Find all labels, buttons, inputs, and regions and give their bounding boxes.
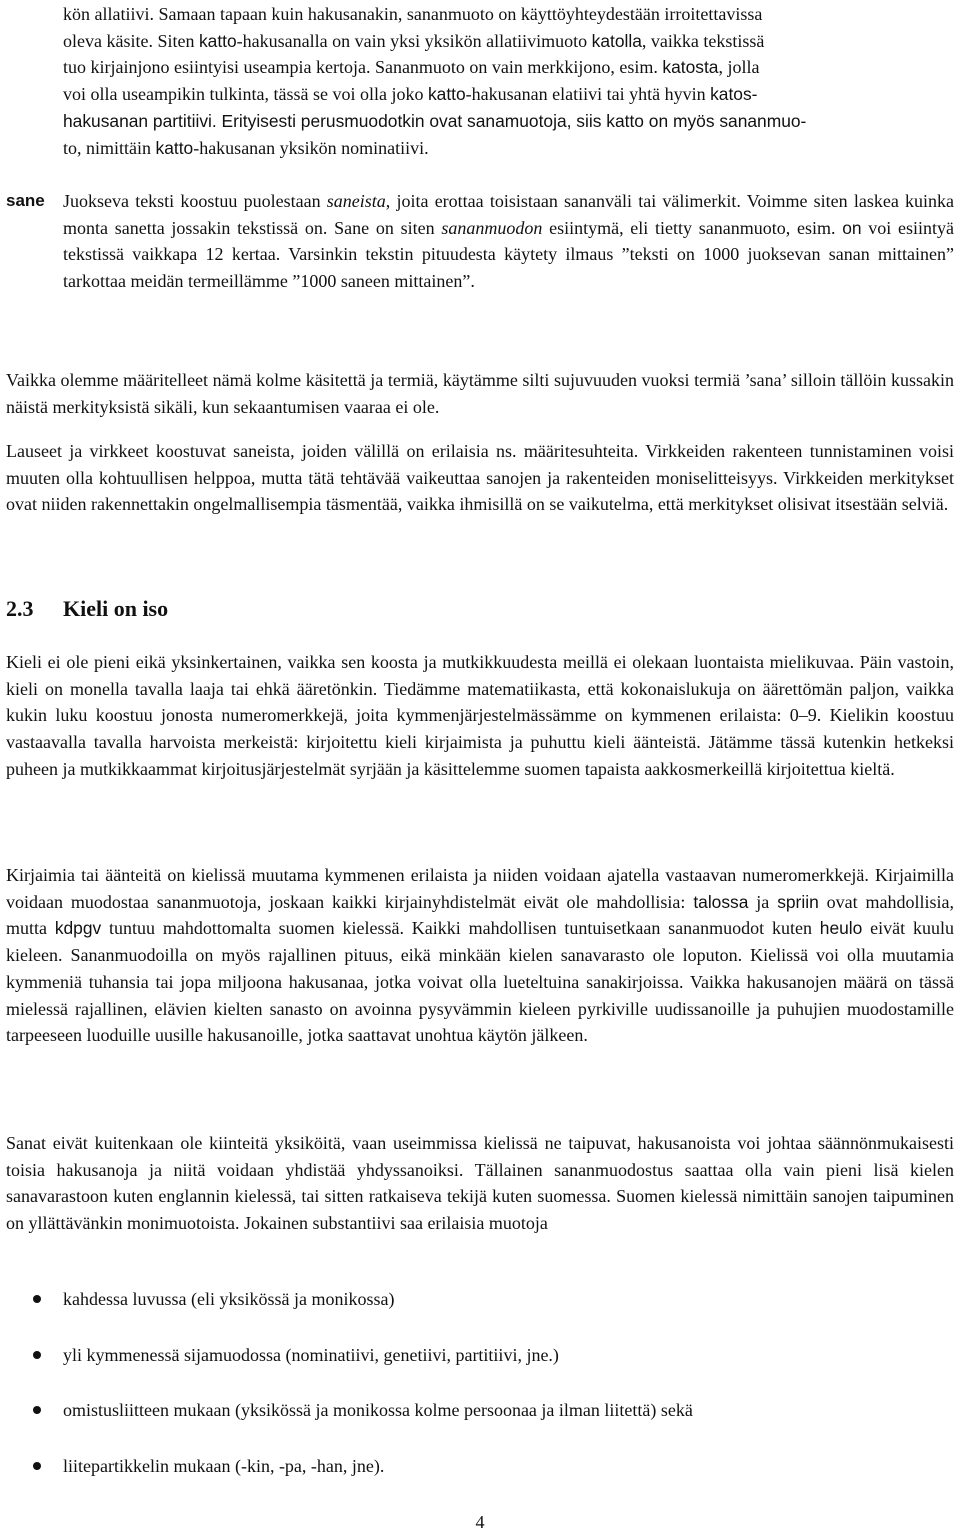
paragraph-block [6, 1130, 954, 1237]
section-number: 2.3 [6, 596, 34, 621]
text-span: to, nimittäin [63, 137, 156, 158]
term-label: sane [6, 191, 45, 210]
example-word: kdpgv [54, 918, 102, 939]
paragraph-text: Vaikka olemme määritelleet nämä kolme käsitettä ja termiä, käytämme silti sujuvuuden vuoksi termiä ’sana’ silloin tällöin kussakin näistä merkityksistä sikäli, kun sekaantumisen vaaraa ei ole. [6, 370, 954, 417]
example-word: katto [427, 84, 466, 105]
text-span: voi esiintyä tekstissä vaikkapa 12 kertaa. Varsinkin tekstin pituudesta käytety ilmaus ”teksti on 1000 juoksevan sanan mittainen” tarkottaa meidän termeillämme ”1000 saneen mittainen”. [63, 217, 955, 292]
text-span: eivät kuulu kieleen. Sananmuodoilla on myös rajallinen pituus, eikä minkään kielen sanavarasto ole loputon. Kielissä voi olla muutamia kymmeniä tuhansia tai jopa miljoona hakusanaa, jotka voivat olla lueteltuina sanakirjoissa. Vaikka hakusanojen määrä on tässä mielessä rajallinen, elävien kielten sanasto on avoinna pysyvämmin kieleen pyrkiville uudissanoille ja puhujien muodostamille tarpeeseen luoduille uusille hakusanoille, jotka saattavat unohtua käytön jälkeen. [6, 918, 954, 1046]
example-word: on [842, 217, 862, 238]
paragraph-block [6, 862, 954, 1049]
term-definition-sane [6, 188, 954, 295]
section-heading [6, 594, 168, 624]
text-span: ovat mahdollisia, mutta [6, 891, 954, 939]
paragraph-text: Lauseet ja virkkeet koostuvat saneista, joiden välillä on erilaisia ns. määritesuhteita. Virkkeiden rakenteen tunnistaminen voisi muuten olla kohtuullisen helppoa, mutta tätä tehtävää vaikeuttaa sanojen ja rakenteiden moniselitteisyys. Virkkeiden merkitykset ovat niiden rakennettakin ongelmallisempia täsmentää, vaikka ihmisillä on se vaikutelma, että merkitykset olisivat itsestään selviä. [6, 441, 954, 515]
example-word: katolla [591, 30, 642, 51]
text-span: -hakusanan elatiivi tai yhtä hyvin [465, 84, 711, 105]
bullet-list [6, 1286, 954, 1508]
example-word: heulo [819, 918, 863, 939]
text-span: Kirjaimia tai äänteitä on kielissä muutama kymmenen erilaista ja niiden voidaan ajatella vastaavan numeromerkkejä. Kirjaimilla voidaan muodostaa sananmuotoja, joskaan kaikki kirjainyhdistelmät eivät ole mahdollisia: [6, 865, 954, 912]
page-number: 4 [475, 1512, 485, 1532]
section-title: Kieli on iso [63, 596, 169, 621]
text-span: oleva käsite. Siten [63, 30, 199, 51]
paragraph-text [6, 862, 954, 1049]
text-span: , jolla [718, 57, 760, 78]
paragraph-block [6, 367, 954, 420]
text-span: -hakusanalla on vain yksi yksikön allatiivimuoto [236, 30, 592, 51]
text-span: tuntuu mahdottomalta suomen kielessä. Kaikki mahdollisen tuntuisetkaan sananmuodot kuten [101, 918, 820, 939]
paragraph-text [6, 1, 954, 161]
italic-term: sananmuodon [441, 217, 543, 238]
paragraph-block [6, 649, 954, 783]
text-span: voi olla useampikin tulkinta, tässä se voi olla joko [63, 84, 428, 105]
paragraph-block [6, 438, 954, 518]
list-item: yli kymmenessä sijamuodossa (nominatiivi, genetiivi, partitiivi, jne.) [6, 1342, 954, 1368]
text-span: hakusanan partitiivi. Erityisesti perusmuodotkin ovat sanamuotoja, siis [63, 110, 607, 131]
text-span: , joita erottaa toisistaan sananväli tai välimerkit. Voimme siten laskea kuinka monta sanetta jossakin tekstissä on. Sane on siten [63, 191, 955, 238]
text-span: - [751, 84, 758, 105]
term-definition-continued [6, 1, 954, 161]
example-word: katto [155, 137, 194, 158]
example-word: talossa [693, 891, 749, 912]
text-line: kön allatiivi. Samaan tapaan kuin hakusanakin, sananmuoto on käyttöyhteydestään irroitettavissa [63, 4, 763, 24]
list-item: kahdessa luvussa (eli yksikössä ja monikossa) [6, 1286, 954, 1312]
text-span: on myös sananmuo- [643, 110, 807, 131]
term-description [63, 188, 954, 295]
text-span: ja [748, 891, 778, 912]
italic-term: saneista [326, 191, 386, 211]
example-word: katosta [662, 57, 719, 78]
text-span: esiintymä, eli tietty sananmuoto, esim. [542, 217, 843, 238]
paragraph-text: Sanat eivät kuitenkaan ole kiinteitä yksiköitä, vaan useimmissa kielissä ne taipuvat, hakusanoista voi johtaa säännönmukaisesti toisia hakusanoja ja niitä voidaan yhdistää yhdyssanoiksi. Tällainen sananmuodostus saattaa olla vain pieni lisä kielen sanavarastoon kuten englannin kielessä, tai sitten ratkaiseva tekijä kuten suomessa. Suomen kielessä nimittäin sanojen taipuminen on yllättävänkin monimuotoista. Jokainen substantiivi saa erilaisia muotoja [6, 1133, 954, 1234]
example-word: katos [710, 84, 752, 105]
list-item: omistusliitteen mukaan (yksikössä ja monikossa kolme persoonaa ja ilman liitettä) sekä [6, 1397, 954, 1423]
paragraph-text: Kieli ei ole pieni eikä yksinkertainen, vaikka sen koosta ja mutkikkuudesta meillä ei olekaan luontaista mielikuvaa. Päin vastoin, kieli on monella tavalla laaja tai ehkä ääretönkin. Tiedämme matematiikasta, että kokonaislukuja on äärettömän paljon, vaikka kukin luku koostuu jonosta numeromerkkejä, joita kymmenjärjestelmässämme on kymmenen erilaista: 0–9. Kielikin koostuu vastaavalla tavalla harvoista merkeistä: kirjoitettu kieli kirjaimista ja puhuttu kieli äänteistä. Jätämme tässä kutenkin hetkeksi puheen ja mutkikkaammat kirjoitusjärjestelmät syrjään ja käsittelemme suomen tapaista aakkosmerkeillä kirjoitettua kieltä. [6, 652, 954, 779]
example-word: katto [606, 110, 644, 131]
text-span: , vaikka tekstissä [641, 30, 765, 51]
example-word: spriin [777, 891, 819, 912]
text-span: tuo kirjainjono esiintyisi useampia kertoja. Sananmuoto on vain merkkijono, esim. [63, 57, 663, 78]
text-span: Juokseva teksti koostuu puolestaan [63, 191, 327, 211]
text-span: -hakusanan yksikön nominatiivi. [193, 137, 429, 158]
example-word: katto [198, 30, 237, 51]
list-item: liitepartikkelin mukaan (-kin, -pa, -han, jne). [6, 1453, 954, 1479]
